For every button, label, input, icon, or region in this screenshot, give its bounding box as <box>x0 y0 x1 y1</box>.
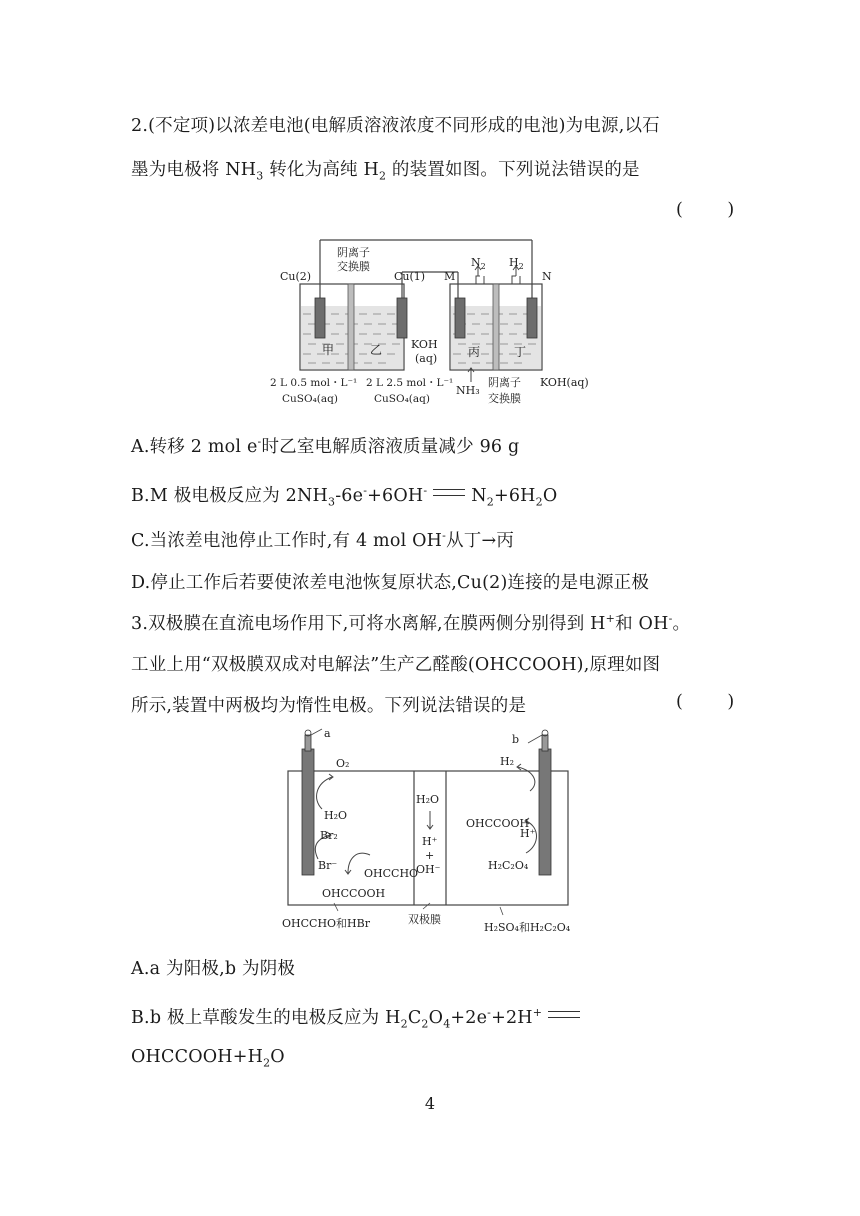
q3-h2o-left-label: H₂O <box>324 809 348 822</box>
q2-membrane-bottom-2: 交换膜 <box>488 392 521 405</box>
q3-h2-right-label: H₂ <box>500 755 515 768</box>
q2-nh3-label: NH₃ <box>456 384 480 397</box>
q3-o2-label: O₂ <box>336 757 350 770</box>
q3-label-right: H₂SO₄和H₂C₂O₄ <box>484 921 571 934</box>
q3-label-left: OHCCHO和HBr <box>282 917 370 930</box>
q3-mid-h-label: H⁺ <box>422 835 438 848</box>
q2-equation-mark <box>433 489 465 496</box>
q3-stem-line2: 工业上用“双极膜双成对电解法”生产乙醛酸(OHCCOOH),原理如图 <box>131 655 661 675</box>
q2-electrolysis-figure <box>262 236 592 414</box>
q3-mid-plus-label: + <box>425 849 435 862</box>
q3-label-mid: 双极膜 <box>408 913 441 926</box>
q2-right-conc-2: CuSO₄(aq) <box>374 393 430 405</box>
q2-m-label: M <box>444 270 456 283</box>
q2-n-label: N <box>542 270 552 283</box>
q3-ohccooh-left-label: OHCCOOH <box>322 887 386 900</box>
q3-mid-oh-label: OH⁻ <box>416 863 441 876</box>
q2-koh-label-1: KOH <box>411 338 438 351</box>
q2-bing-label: 丙 <box>468 345 481 359</box>
q3-mid-h2o-label: H₂O <box>416 793 440 806</box>
q2-answer-paren: ( ) <box>676 200 735 220</box>
q2-stem-line2: 墨为电极将 $NH_3$ 转化为高纯 $H_2$ 的装置如图。下列说法错误的是 <box>131 160 640 183</box>
q3-br2-label: Br₂ <box>320 829 338 842</box>
q3-equation-mark <box>548 1011 580 1018</box>
q2-h2-label: $H_2$ <box>509 256 524 271</box>
q3-option-b-continuation: $OHCCOOH+H_2O$ <box>131 1047 285 1070</box>
q2-option-c: C.当浓差电池停止工作时,有 4 mol OH-从丁→丙 <box>131 529 515 551</box>
q2-ding-label: 丁 <box>514 345 527 359</box>
q2-option-d: D.停止工作后若要使浓差电池恢复原状态,Cu(2)连接的是电源正极 <box>131 573 650 593</box>
q2-option-b: B.M 极电极反应为 $2NH_3-6e^-+6OH^-$ $N_2+6H_2O$ <box>131 484 558 509</box>
q3-answer-paren: ( ) <box>676 692 735 712</box>
q2-membrane-top-label-1: 阴离子 <box>337 246 370 259</box>
q3-h2c2o4-label: H₂C₂O₄ <box>488 859 529 872</box>
q3-h-plus-right-label: H⁺ <box>520 827 536 840</box>
q2-stem-line1: 2.(不定项)以浓差电池(电解质溶液浓度不同形成的电池)为电源,以石 <box>131 116 660 136</box>
q3-bipolar-membrane-figure <box>278 727 588 941</box>
q2-yi-label: 乙 <box>370 343 383 357</box>
q2-cu2-label: Cu(2) <box>280 270 312 283</box>
q2-option-a: A.转移 2 mol e-时乙室电解质溶液质量减少 96 g <box>131 435 520 457</box>
q3-option-b: B.b 极上草酸发生的电极反应为 $H_2C_2O_4+2e^-+2H^+$ <box>131 1004 586 1031</box>
q3-option-a: A.a 为阳极,b 为阴极 <box>131 959 296 979</box>
q2-left-conc-2: CuSO₄(aq) <box>282 393 338 405</box>
q3-stem-line3: 所示,装置中两极均为惰性电极。下列说法错误的是 <box>131 696 527 716</box>
q3-ohccho-label: OHCCHO <box>364 867 419 880</box>
q3-br-minus-label: Br⁻ <box>318 859 338 872</box>
q2-left-conc-1: 2 L 0.5 mol・L⁻¹ <box>270 377 358 389</box>
q2-right-conc-1: 2 L 2.5 mol・L⁻¹ <box>366 377 454 389</box>
q2-koh-right-label: KOH(aq) <box>540 376 589 389</box>
q2-jia-label: 甲 <box>322 343 335 357</box>
q3-b-label: b <box>512 733 520 746</box>
q2-koh-label-2: (aq) <box>415 352 438 365</box>
q2-n2-label: $N_2$ <box>471 256 486 271</box>
q3-stem-line1: 3.双极膜在直流电场作用下,可将水离解,在膜两侧分别得到 H+和 OH-。 <box>131 612 691 634</box>
q3-ohccooh-right-label: OHCCOOH <box>466 817 530 830</box>
q2-membrane-top-label-2: 交换膜 <box>337 260 370 273</box>
q2-cu1-label: Cu(1) <box>394 270 426 283</box>
q3-a-label: a <box>324 727 331 740</box>
q2-membrane-bottom-1: 阴离子 <box>488 376 521 389</box>
page-number: 4 <box>424 1094 436 1113</box>
